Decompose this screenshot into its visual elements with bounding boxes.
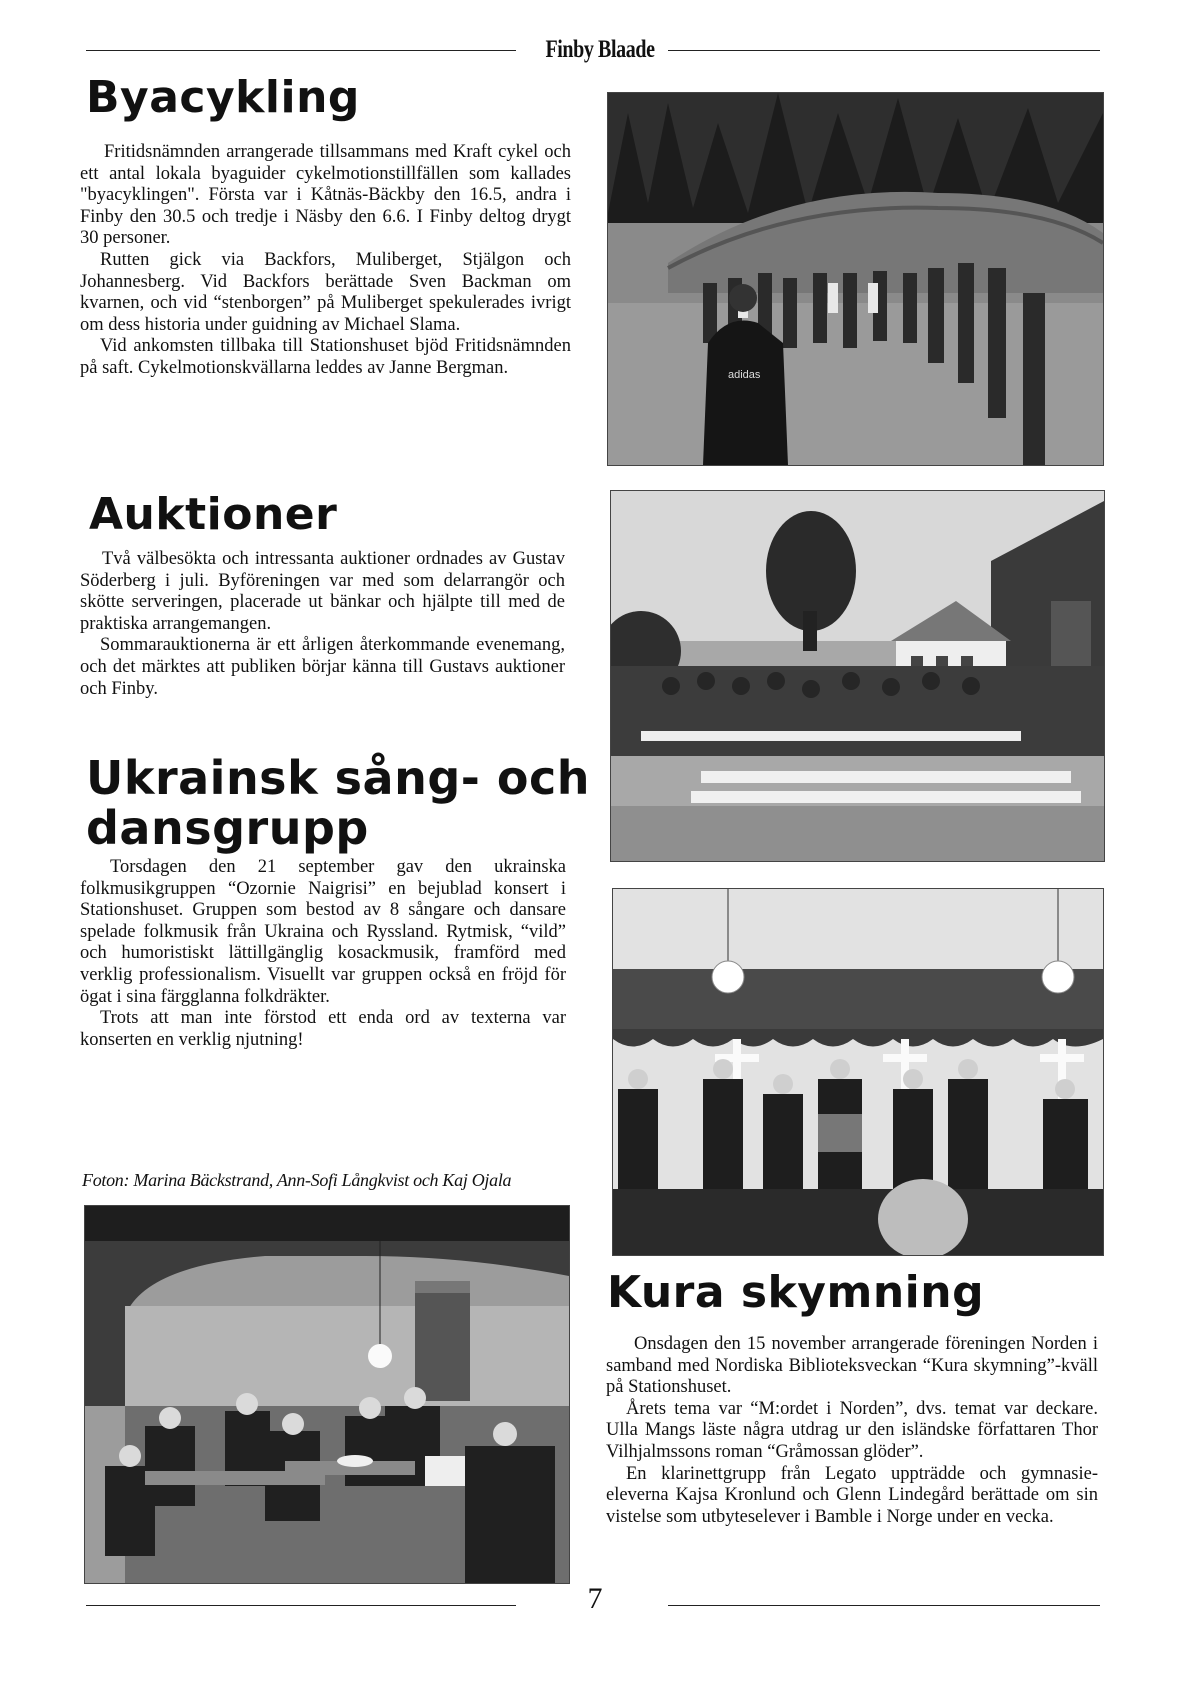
footer-rule-right	[668, 1605, 1100, 1606]
photo-ukrainian-group	[612, 888, 1104, 1256]
headline-kura-skymning: Kura skymning	[607, 1267, 985, 1318]
photo-evening-gathering	[84, 1205, 570, 1584]
paragraph: Årets tema var “M:ordet i Norden”, dvs. temat var deckare. Ulla Mangs läste några utdrag ur den isländske författaren Thor Vilhjalmssons roman “Gråmossan glöder”.	[606, 1398, 1098, 1462]
paragraph: Trots att man inte förstod ett enda ord av texterna var konserten en verklig njutning!	[80, 1008, 566, 1050]
photo-auction-audience	[610, 490, 1105, 862]
paragraph: En klarinettgrupp från Legato uppträdde och gymnasie-eleverna Kajsa Kronlund och Glenn Lindegård berättade om sin vistelse som utbyteselever i Bamble i Norge under en vecka.	[606, 1463, 1098, 1527]
article-byacykling-body	[80, 142, 571, 380]
paragraph: Onsdagen den 15 november arrangerade föreningen Norden i samband med Nordiska Biblioteksveckan “Kura skymning”-kväll på Stationshuset.	[606, 1334, 1098, 1398]
paragraph: Torsdagen den 21 september gav den ukrainska folkmusikgruppen “Ozornie Naigrisi” en bejublad konsert i Stationshuset. Gruppen som bestod av 8 sångare och dansare spelade folkmusik från Ukraina och Ryssland. Rytmisk, “vild” och humoristiskt lättillgänglig kosackmusik, framförd med verklig professionalism. Visuellt var gruppen också en fröjd för ögat i sina färgglanna folkdräkter.	[80, 857, 566, 1007]
headline-line: dansgrupp	[86, 801, 369, 855]
photo-credit: Foton: Marina Bäckstrand, Ann-Sofi Långkvist och Kaj Ojala	[82, 1170, 512, 1190]
footer-rule-left	[86, 1605, 516, 1606]
paragraph: Sommarauktionerna är ett årligen återkommande evenemang, och det märktes att publiken börjar känna till Gustavs auktioner och Finby.	[80, 635, 565, 699]
photo-jacket-text: adidas	[728, 369, 761, 381]
photo-cycling-group	[607, 92, 1104, 466]
article-kura-body	[606, 1334, 1098, 1528]
paragraph: Vid ankomsten tillbaka till Stationshuset bjöd Fritidsnämnden på saft. Cykelmotionskvällarna leddes av Janne Bergman.	[80, 336, 571, 378]
headline-line: Ukrainsk sång- och	[86, 751, 590, 805]
paragraph: Två välbesökta och intressanta auktioner ordnades av Gustav Söderberg i juli. Byföreningen var med som delarrangör och skötte serveringen, placerade ut bänkar och hjälpte till med de praktiska arrangemangen.	[80, 549, 565, 634]
article-ukrainsk-body	[80, 857, 566, 1051]
headline-ukrainsk	[86, 753, 590, 853]
paragraph: Fritidsnämnden arrangerade tillsammans med Kraft cykel och ett antal lokala byaguider cykelmotionstillfällen som kallades "byacyklingen". Första var i Kåtnäs-Bäckby den 16.5, andra i Finby den 30.5 och tredje i Näsby den 6.6. I Finby deltog drygt 30 personer.	[80, 142, 571, 249]
header-rule-right	[668, 50, 1100, 51]
article-auktioner-body	[80, 549, 565, 700]
page-number: 7	[587, 1582, 603, 1615]
paragraph: Rutten gick via Backfors, Muliberget, Stjälgon och Johannesberg. Vid Backfors berättade Sven Backman om kvarnen, och vid “stenborgen” på Muliberget spekulerades ivrigt om dess historia under guidning av Michael Slama.	[80, 249, 571, 335]
header-rule-left	[86, 50, 516, 51]
headline-auktioner: Auktioner	[89, 489, 338, 540]
masthead: Finby Blaade	[545, 36, 655, 63]
headline-byacykling: Byacykling	[86, 72, 360, 123]
